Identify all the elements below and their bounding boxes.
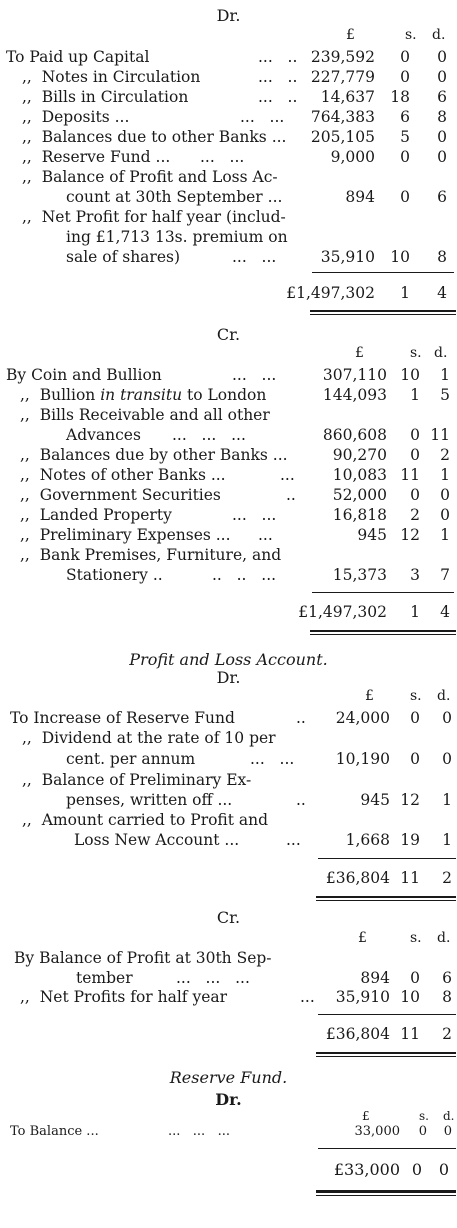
row-pounds: 52,000	[332, 486, 387, 504]
row-pounds: 227,779	[310, 68, 375, 86]
row-leader: ...	[280, 466, 295, 484]
ledger-row	[0, 445, 457, 465]
rf-pence-header: d.	[443, 1109, 455, 1123]
profit-loss-title: Profit and Loss Account.	[129, 650, 328, 669]
ledger-row	[0, 167, 457, 187]
row-label: ,, Balances due to other Banks ...	[22, 128, 287, 146]
row-pounds: 33,000	[354, 1124, 400, 1139]
double-rule	[316, 1052, 456, 1054]
ledger-row	[0, 708, 457, 728]
ledger-row	[0, 485, 457, 505]
row-label: ,, Net Profit for half year (includ-	[22, 208, 286, 226]
row-leader: ...	[286, 831, 301, 849]
row-leader: ... ... ...	[168, 1124, 230, 1139]
balance-dr-pence-header: d.	[432, 27, 446, 43]
row-label: ,, Bullion	[20, 386, 101, 404]
row-pence: 8	[437, 248, 447, 266]
row-label: ,, Bank Premises, Furniture, and	[20, 546, 282, 564]
row-label: tember	[76, 969, 133, 987]
row-shillings: 1	[410, 386, 420, 404]
balance-dr-heading: Dr.	[216, 6, 241, 25]
ledger-row	[0, 227, 457, 247]
balance-cr-pence-header: d.	[434, 345, 448, 361]
row-label-italic: in transitu	[100, 386, 183, 404]
double-rule	[316, 896, 456, 898]
row-pounds: 15,373	[332, 566, 387, 584]
total-shillings: 11	[400, 1025, 420, 1043]
row-shillings: 0	[400, 148, 410, 166]
row-shillings: 0	[410, 446, 420, 464]
row-label: To Increase of Reserve Fund	[10, 709, 235, 727]
row-leader: ... ...	[240, 108, 285, 126]
ledger-row	[0, 187, 457, 207]
rule	[318, 1014, 456, 1015]
row-shillings: 6	[400, 108, 410, 126]
pl-cr-pence-header: d.	[437, 930, 451, 946]
row-leader: ..	[296, 709, 306, 727]
pl-dr-total-row	[0, 868, 457, 888]
row-pence: 1	[440, 366, 450, 384]
row-label: To Balance ...	[10, 1124, 99, 1139]
row-label: ,, Preliminary Expenses ...	[20, 526, 231, 544]
total-shillings: 11	[400, 869, 420, 887]
row-pence: 6	[437, 188, 447, 206]
double-rule	[316, 1190, 456, 1193]
total-pence: 2	[442, 1025, 452, 1043]
row-pounds: 35,910	[335, 988, 390, 1006]
row-pence: 0	[442, 750, 452, 768]
row-label: ,, Net Profits for half year	[20, 988, 228, 1006]
row-leader: .. .. ...	[212, 566, 277, 584]
total-pounds: £36,804	[325, 1025, 390, 1043]
row-shillings: 0	[400, 48, 410, 66]
ledger-row	[0, 107, 457, 127]
row-label: ,, Bills Receivable and all other	[20, 406, 270, 424]
row-label: ,, Balance of Profit and Loss Ac-	[22, 168, 278, 186]
row-shillings: 5	[400, 128, 410, 146]
balance-dr-total-row	[0, 283, 457, 303]
profit-loss-cr-heading: Cr.	[216, 908, 241, 927]
balance-cr-pounds-header: £	[355, 345, 364, 361]
total-pounds: £33,000	[333, 1160, 400, 1179]
row-label: Advances	[66, 426, 141, 444]
row-label: By Balance of Profit at 30th Sep-	[14, 949, 272, 967]
row-label: ing £1,713 13s. premium on	[66, 228, 288, 246]
total-pounds: £1,497,302	[298, 603, 387, 621]
row-label: cent. per annum	[66, 750, 196, 768]
balance-cr-heading: Cr.	[216, 325, 241, 344]
row-shillings: 2	[410, 506, 420, 524]
row-label: Stationery ..	[66, 566, 163, 584]
row-shillings: 0	[400, 188, 410, 206]
double-rule	[310, 314, 456, 315]
row-pence: 8	[442, 988, 452, 1006]
row-pence: 1	[440, 526, 450, 544]
row-shillings: 10	[400, 366, 420, 384]
ledger-row	[0, 147, 457, 167]
total-shillings: 1	[400, 284, 410, 302]
ledger-row	[0, 948, 457, 968]
pl-cr-pounds-header: £	[358, 930, 367, 946]
row-label: count at 30th September ...	[66, 188, 283, 206]
row-pence: 0	[440, 486, 450, 504]
row-pounds: 1,668	[345, 831, 390, 849]
total-shillings: 1	[410, 603, 420, 621]
ledger-row	[0, 365, 457, 385]
balance-cr-total-row	[0, 602, 457, 622]
ledger-row	[0, 247, 457, 267]
profit-loss-dr-heading: Dr.	[216, 668, 241, 687]
row-leader: ... ..	[258, 68, 298, 86]
row-pounds: 16,818	[332, 506, 387, 524]
rule	[318, 1148, 456, 1149]
row-pence: 11	[430, 426, 450, 444]
row-shillings: 12	[400, 526, 420, 544]
row-label: sale of shares)	[66, 248, 181, 266]
row-shillings: 18	[390, 88, 410, 106]
row-leader: ..	[286, 486, 296, 504]
reserve-fund-title: Reserve Fund.	[169, 1068, 288, 1087]
row-shillings: 0	[418, 1124, 427, 1139]
row-pence: 5	[440, 386, 450, 404]
pl-dr-pence-header: d.	[437, 688, 451, 704]
row-pounds: 860,608	[322, 426, 387, 444]
row-leader: ... ..	[258, 48, 298, 66]
ledger-row	[0, 67, 457, 87]
row-pounds: 9,000	[330, 148, 375, 166]
row-pence: 6	[437, 88, 447, 106]
row-pounds: 24,000	[335, 709, 390, 727]
row-leader: ... ...	[232, 506, 277, 524]
pl-dr-pounds-header: £	[365, 688, 374, 704]
row-label: ,, Notes in Circulation	[22, 68, 201, 86]
row-leader: ... ... ...	[172, 426, 246, 444]
row-pounds: 35,910	[320, 248, 375, 266]
ledger-row	[0, 465, 457, 485]
row-pence: 0	[442, 709, 452, 727]
double-rule	[310, 630, 456, 632]
rule	[312, 592, 454, 593]
row-shillings: 10	[400, 988, 420, 1006]
total-shillings: 0	[411, 1160, 422, 1179]
total-pence: 2	[442, 869, 452, 887]
row-leader: ... ...	[250, 750, 295, 768]
total-pence: 4	[437, 284, 447, 302]
row-label-suffix: to London	[182, 386, 267, 404]
ledger-row	[0, 728, 457, 748]
row-shillings: 0	[410, 426, 420, 444]
double-rule	[316, 900, 456, 901]
row-label: ,, Reserve Fund ...	[22, 148, 171, 166]
ledger-row	[0, 770, 457, 790]
row-pence: 0	[437, 128, 447, 146]
row-pence: 0	[437, 48, 447, 66]
row-leader: ...	[300, 988, 315, 1006]
row-pence: 0	[437, 148, 447, 166]
row-shillings: 0	[400, 68, 410, 86]
ledger-row	[0, 425, 457, 445]
row-pounds: 307,110	[322, 366, 387, 384]
row-leader: ... ...	[232, 366, 277, 384]
ledger-row	[0, 565, 457, 585]
row-leader: ... ...	[200, 148, 245, 166]
row-shillings: 3	[410, 566, 420, 584]
row-pounds: 144,093	[322, 386, 387, 404]
total-pounds: £36,804	[325, 869, 390, 887]
row-label: ,, Notes of other Banks ...	[20, 466, 226, 484]
row-pounds: 90,270	[332, 446, 387, 464]
ledger-row	[0, 1122, 457, 1142]
row-label: ,, Balance of Preliminary Ex-	[22, 771, 252, 789]
balance-cr-shillings-header: s.	[410, 345, 422, 361]
row-pence: 8	[437, 108, 447, 126]
row-leader: ...	[258, 526, 273, 544]
row-pence: 7	[440, 566, 450, 584]
row-pence: 1	[442, 831, 452, 849]
row-pounds: 14,637	[320, 88, 375, 106]
row-label: ,, Government Securities	[20, 486, 221, 504]
ledger-row	[0, 207, 457, 227]
row-pence: 1	[440, 466, 450, 484]
ledger-row	[0, 968, 457, 988]
row-pounds: 945	[360, 791, 390, 809]
row-leader: ..	[296, 791, 306, 809]
row-label: ,, Landed Property	[20, 506, 172, 524]
rule	[318, 858, 456, 859]
double-rule	[310, 634, 456, 635]
row-label: ,, Bills in Circulation	[22, 88, 189, 106]
balance-dr-shillings-header: s.	[405, 27, 417, 43]
double-rule	[316, 1056, 456, 1057]
rf-total-row	[0, 1160, 457, 1180]
row-pence: 1	[442, 791, 452, 809]
pl-cr-total-row	[0, 1024, 457, 1044]
row-label: penses, written off ...	[66, 791, 233, 809]
row-label: ,, Balances due by other Banks ...	[20, 446, 288, 464]
row-shillings: 0	[410, 969, 420, 987]
row-label: ,, Deposits ...	[22, 108, 130, 126]
total-pence: 4	[440, 603, 450, 621]
ledger-row	[0, 545, 457, 565]
row-pounds: 205,105	[310, 128, 375, 146]
row-shillings: 19	[400, 831, 420, 849]
reserve-fund-dr-heading: Dr.	[215, 1090, 242, 1109]
row-pounds: 10,190	[335, 750, 390, 768]
ledger-row	[0, 505, 457, 525]
ledger-row	[0, 525, 457, 545]
pl-dr-shillings-header: s.	[410, 688, 422, 704]
row-leader: ... ... ...	[176, 969, 250, 987]
row-shillings: 10	[390, 248, 410, 266]
row-label: Loss New Account ...	[74, 831, 240, 849]
ledger-row	[0, 405, 457, 425]
row-pounds: 945	[357, 526, 387, 544]
rule	[312, 272, 454, 273]
row-pounds: 894	[345, 188, 375, 206]
ledger-row	[0, 790, 457, 810]
row-pounds: 894	[360, 969, 390, 987]
row-pence: 0	[443, 1124, 452, 1139]
row-pence: 2	[440, 446, 450, 464]
row-shillings: 12	[400, 791, 420, 809]
row-label: ,, Dividend at the rate of 10 per	[22, 729, 276, 747]
ledger-row	[0, 830, 457, 850]
row-label: ,, Amount carried to Profit and	[22, 811, 269, 829]
row-pence: 0	[440, 506, 450, 524]
row-pence: 0	[437, 68, 447, 86]
total-pence: 0	[438, 1160, 449, 1179]
row-shillings: 0	[410, 486, 420, 504]
row-shillings: 0	[410, 750, 420, 768]
row-leader: ... ...	[232, 248, 277, 266]
row-pounds: 764,383	[310, 108, 375, 126]
total-pounds: £1,497,302	[286, 284, 375, 302]
ledger-row	[0, 127, 457, 147]
rf-pounds-header: £	[362, 1109, 370, 1123]
row-pence: 6	[442, 969, 452, 987]
ledger-row	[0, 385, 457, 405]
ledger-row	[0, 749, 457, 769]
balance-dr-pounds-header: £	[346, 27, 355, 43]
row-shillings: 11	[400, 466, 420, 484]
row-pounds: 10,083	[332, 466, 387, 484]
row-label: To Paid up Capital	[6, 48, 150, 66]
double-rule	[310, 310, 456, 312]
ledger-row	[0, 987, 457, 1007]
double-rule	[316, 1195, 456, 1196]
ledger-row	[0, 47, 457, 67]
ledger-row	[0, 810, 457, 830]
ledger-row	[0, 87, 457, 107]
row-pounds: 239,592	[310, 48, 375, 66]
pl-cr-shillings-header: s.	[410, 930, 422, 946]
row-leader: ... ..	[258, 88, 298, 106]
row-label: By Coin and Bullion	[6, 366, 162, 384]
rf-shillings-header: s.	[419, 1109, 429, 1123]
row-shillings: 0	[410, 709, 420, 727]
